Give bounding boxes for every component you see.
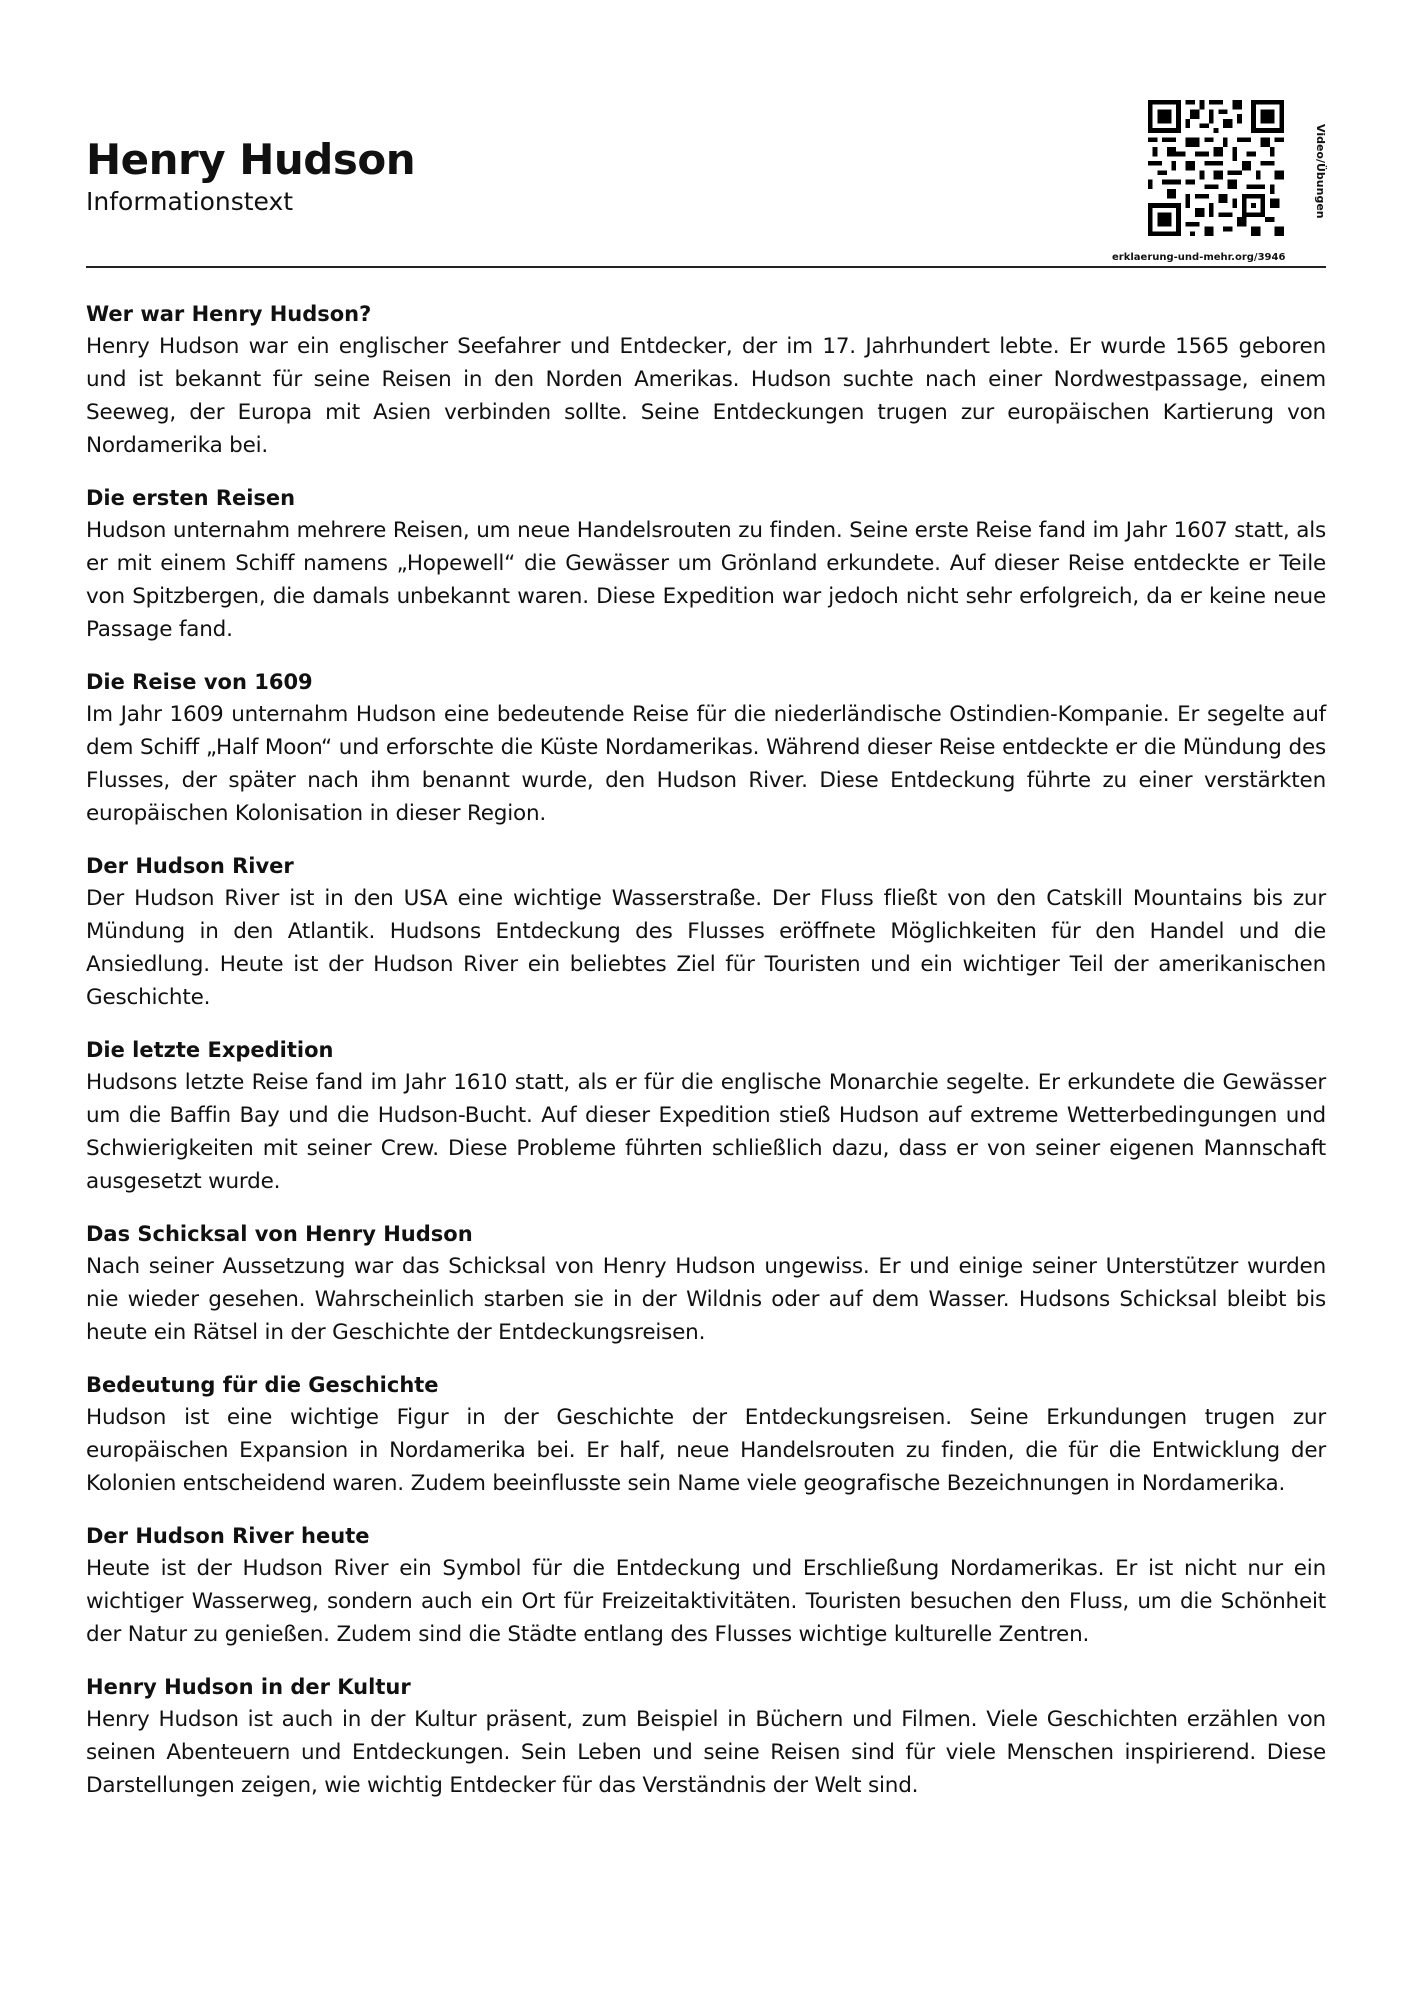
page-subtitle: Informationstext [86, 187, 294, 216]
section-heading: Der Hudson River heute [86, 1524, 370, 1548]
section-body: Der Hudson River ist in den USA eine wichtige Wasserstraße. Der Fluss fließt von den Catskill Mountains bis zur Mündung in den Atlantik. Hudsons Entdeckung des Flusses eröffnete Möglichkeiten für den Handel und die Ansiedlung. Heute ist der Hudson River ein beliebtes Ziel für Touristen und ein wichtiger Teil der amerikanischen Geschichte. [86, 886, 1326, 1010]
section-heading: Die ersten Reisen [86, 486, 296, 510]
qr-code[interactable] [1148, 100, 1284, 236]
section-heading: Henry Hudson in der Kultur [86, 1675, 411, 1699]
section-body: Hudson unternahm mehrere Reisen, um neue Handelsrouten zu finden. Seine erste Reise fand im Jahr 1607 statt, als er mit einem Schiff namens „Hopewell“ die Gewässer um Grönland erkundete. Auf dieser Reise entdeckte er Teile von Spitzbergen, die damals unbekannt waren. Diese Expedition war jedoch nicht sehr erfolgreich, da er keine neue Passage fand. [86, 518, 1326, 642]
section-heading: Bedeutung für die Geschichte [86, 1373, 439, 1397]
section-die-letzte-expedition [86, 1034, 1326, 1198]
section-heading: Die Reise von 1609 [86, 670, 313, 694]
section-body: Hudson ist eine wichtige Figur in der Geschichte der Entdeckungsreisen. Seine Erkundungen trugen zur europäischen Expansion in Nordamerika bei. Er half, neue Handelsrouten zu finden, die für die Entwicklung der Kolonien entscheidend waren. Zudem beeinflusste sein Name viele geografische Bezeichnungen in Nordamerika. [86, 1405, 1326, 1496]
header-divider [86, 266, 1326, 268]
section-die-ersten-reisen [86, 482, 1326, 646]
qr-url-label[interactable]: erklaerung-und-mehr.org/3946 [1112, 252, 1286, 263]
section-heading: Die letzte Expedition [86, 1038, 334, 1062]
main-content [86, 298, 1326, 1822]
section-der-hudson-river [86, 850, 1326, 1014]
section-body: Hudsons letzte Reise fand im Jahr 1610 statt, als er für die englische Monarchie segelte. Er erkundete die Gewässer um die Baffin Bay und die Hudson-Bucht. Auf dieser Expedition stieß Hudson auf extreme Wetterbedingungen und Schwierigkeiten mit seiner Crew. Diese Probleme führten schließlich dazu, dass er von seiner eigenen Mannschaft ausgesetzt wurde. [86, 1070, 1326, 1194]
section-wer-war-henry-hudson [86, 298, 1326, 462]
section-henry-hudson-in-der-kultur [86, 1671, 1326, 1802]
section-heading: Der Hudson River [86, 854, 294, 878]
section-der-hudson-river-heute [86, 1520, 1326, 1651]
section-body: Henry Hudson war ein englischer Seefahrer und Entdecker, der im 17. Jahrhundert lebte. Er wurde 1565 geboren und ist bekannt für seine Reisen in den Norden Amerikas. Hudson suchte nach einer Nordwestpassage, einem Seeweg, der Europa mit Asien verbinden sollte. Seine Entdeckungen trugen zur europäischen Kartierung von Nordamerika bei. [86, 334, 1326, 458]
section-body: Heute ist der Hudson River ein Symbol für die Entdeckung und Erschließung Nordamerikas. Er ist nicht nur ein wichtiger Wasserweg, sondern auch ein Ort für Freizeitaktivitäten. Touristen besuchen den Fluss, um die Schönheit der Natur zu genießen. Zudem sind die Städte entlang des Flusses wichtige kulturelle Zentren. [86, 1556, 1326, 1647]
document-header [86, 134, 415, 218]
section-body: Henry Hudson ist auch in der Kultur präsent, zum Beispiel in Büchern und Filmen. Viele Geschichten erzählen von seinen Abenteuern und Entdeckungen. Sein Leben und seine Reisen sind für viele Menschen inspirierend. Diese Darstellungen zeigen, wie wichtig Entdecker für das Verständnis der Welt sind. [86, 1707, 1326, 1798]
section-die-reise-von-1609 [86, 666, 1326, 830]
section-heading: Das Schicksal von Henry Hudson [86, 1222, 473, 1246]
section-bedeutung-fuer-die-geschichte [86, 1369, 1326, 1500]
section-heading: Wer war Henry Hudson? [86, 302, 372, 326]
video-exercises-label: Video/Übungen [1314, 124, 1327, 219]
section-body: Nach seiner Aussetzung war das Schicksal von Henry Hudson ungewiss. Er und einige seiner Unterstützer wurden nie wieder gesehen. Wahrscheinlich starben sie in der Wildnis oder auf dem Wasser. Hudsons Schicksal bleibt bis heute ein Rätsel in der Geschichte der Entdeckungsreisen. [86, 1254, 1326, 1345]
section-body: Im Jahr 1609 unternahm Hudson eine bedeutende Reise für die niederländische Ostindien-Kompanie. Er segelte auf dem Schiff „Half Moon“ und erforschte die Küste Nordamerikas. Während dieser Reise entdeckte er die Mündung des Flusses, der später nach ihm benannt wurde, den Hudson River. Diese Entdeckung führte zu einer verstärkten europäischen Kolonisation in dieser Region. [86, 702, 1326, 826]
page-title: Henry Hudson [86, 135, 416, 184]
section-das-schicksal [86, 1218, 1326, 1349]
